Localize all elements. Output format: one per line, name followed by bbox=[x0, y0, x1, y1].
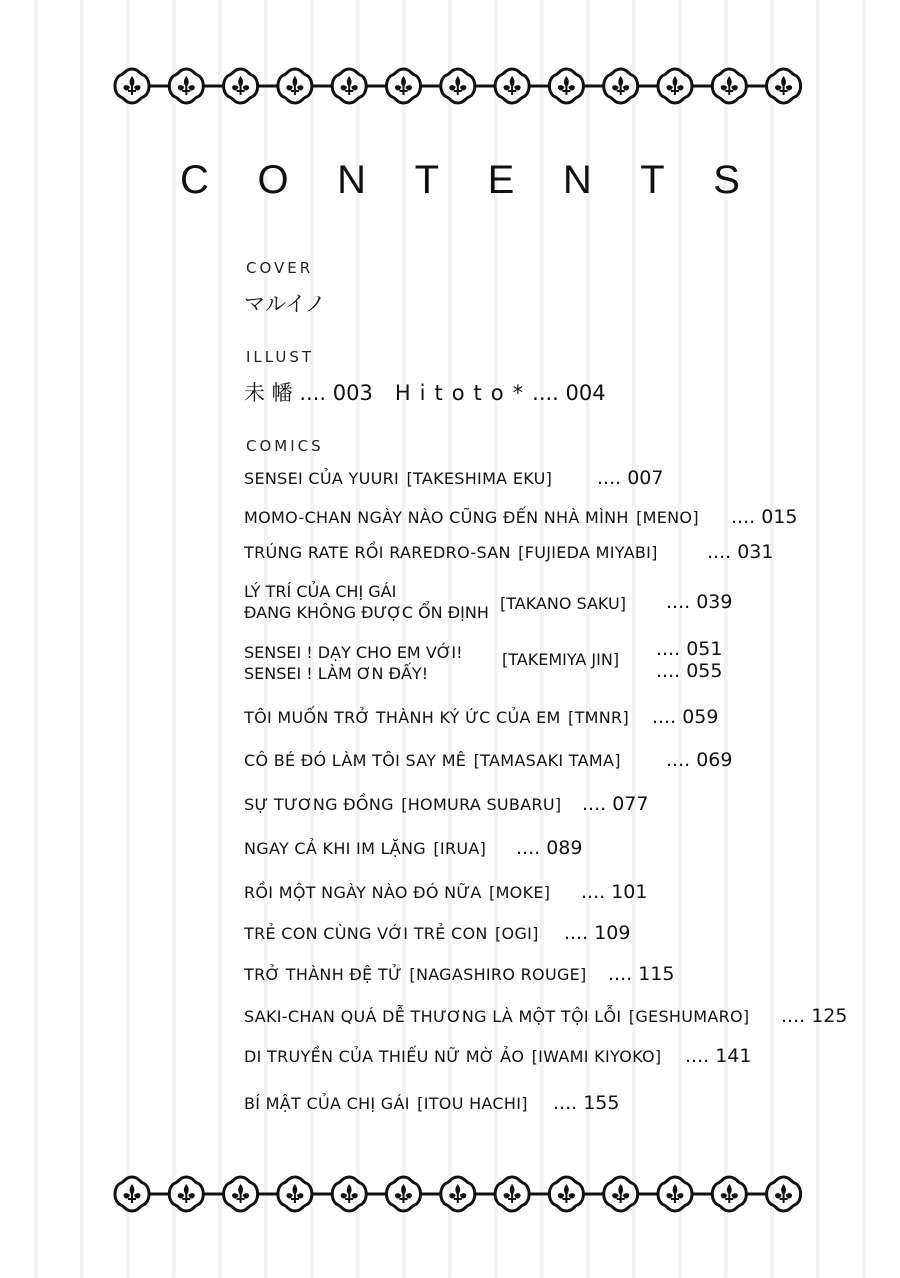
comic-title: MOMO-CHAN NGÀY NÀO CŨNG ĐẾN NHÀ MÌNH bbox=[244, 508, 629, 527]
comic-author: [MENO] bbox=[636, 508, 699, 527]
fleur-de-lis-icon bbox=[115, 1177, 149, 1211]
comic-title: SENSEI CỦA YUURI bbox=[244, 469, 400, 488]
title-letter: S bbox=[713, 158, 740, 202]
title-letter: C bbox=[180, 158, 209, 202]
ornament-connector bbox=[530, 1193, 548, 1196]
comic-title: NGAY CẢ KHI IM LẶNG bbox=[244, 839, 426, 858]
fleur-de-lis-icon bbox=[767, 69, 801, 103]
ornament-svg bbox=[108, 66, 810, 106]
comic-page: .... 115 bbox=[608, 963, 675, 985]
comic-entry bbox=[244, 469, 552, 488]
comic-author: [HOMURA SUBARU] bbox=[401, 795, 562, 814]
comic-title-line-1: SENSEI ! DẠY CHO EM VỚI! bbox=[244, 643, 463, 662]
fleur-de-lis-icon bbox=[169, 69, 203, 103]
ornament-connector bbox=[204, 1193, 222, 1196]
top-ornament-border bbox=[108, 66, 810, 106]
fleur-de-lis-icon bbox=[767, 1177, 801, 1211]
ornament-connector bbox=[747, 1193, 765, 1196]
ornament-connector bbox=[150, 1193, 168, 1196]
ornament-connector bbox=[367, 1193, 385, 1196]
ornament-connector bbox=[747, 85, 765, 88]
ornament-connector bbox=[530, 85, 548, 88]
comic-author: [TAMASAKI TAMA] bbox=[473, 751, 621, 770]
comic-author: [IWAMI KIYOKO] bbox=[531, 1047, 662, 1066]
fleur-de-lis-icon bbox=[549, 1177, 583, 1211]
ornament-connector bbox=[259, 1193, 277, 1196]
comic-entry bbox=[244, 508, 699, 527]
comic-entry bbox=[244, 751, 621, 770]
fleur-de-lis-icon bbox=[332, 1177, 366, 1211]
comic-author: [ITOU HACHI] bbox=[417, 1094, 528, 1113]
ornament-connector bbox=[313, 1193, 331, 1196]
illust-page-2: .... 004 bbox=[532, 381, 606, 405]
fleur-de-lis-icon bbox=[169, 1177, 203, 1211]
illust-line bbox=[244, 377, 606, 407]
page-title bbox=[180, 158, 740, 203]
comic-entry bbox=[244, 1094, 528, 1113]
comic-page: .... 089 bbox=[516, 837, 583, 859]
ornament-connector bbox=[584, 1193, 602, 1196]
ornament-connector bbox=[313, 85, 331, 88]
title-letter: T bbox=[414, 158, 440, 202]
comic-author: [FUJIEDA MIYABI] bbox=[518, 543, 658, 562]
ornament-connector bbox=[204, 85, 222, 88]
fleur-de-lis-icon bbox=[712, 69, 746, 103]
comic-title: SAKI-CHAN QUÁ DỄ THƯƠNG LÀ MỘT TỘI LỖI bbox=[244, 1007, 622, 1026]
fleur-de-lis-icon bbox=[441, 69, 475, 103]
cover-artist: マルイノ bbox=[244, 292, 326, 316]
illust-page-1: .... 003 bbox=[299, 381, 373, 405]
illust-artist-2: Hitoto* bbox=[394, 381, 533, 405]
title-letter: N bbox=[337, 158, 367, 202]
comic-author: [GESHUMARO] bbox=[628, 1007, 750, 1026]
comic-entry bbox=[244, 839, 486, 858]
fleur-de-lis-icon bbox=[604, 1177, 638, 1211]
fleur-de-lis-icon bbox=[604, 69, 638, 103]
cover-label: COVER bbox=[246, 259, 314, 277]
comic-page: .... 155 bbox=[553, 1092, 620, 1114]
title-letter: E bbox=[487, 158, 515, 202]
comic-entry bbox=[244, 708, 629, 727]
fleur-de-lis-icon bbox=[278, 69, 312, 103]
comic-title: BÍ MẬT CỦA CHỊ GÁI bbox=[244, 1094, 410, 1113]
comic-author: [MOKE] bbox=[489, 883, 551, 902]
fleur-de-lis-icon bbox=[387, 1177, 421, 1211]
comic-page: .... 141 bbox=[685, 1045, 752, 1067]
comic-entry bbox=[244, 795, 561, 814]
comic-entry bbox=[244, 1047, 661, 1066]
comic-page: .... 015 bbox=[731, 506, 798, 528]
fleur-de-lis-icon bbox=[224, 69, 258, 103]
comic-title: SỰ TƯƠNG ĐỒNG bbox=[244, 795, 394, 814]
comic-page: .... 055 bbox=[656, 660, 723, 682]
ornament-connector bbox=[476, 1193, 494, 1196]
comic-title: TRÚNG RATE RỒI RAREDRO-SAN bbox=[244, 543, 511, 562]
illust-artist-1: 未 幡 bbox=[244, 381, 293, 405]
ornament-connector bbox=[367, 85, 385, 88]
ornament-connector bbox=[693, 1193, 711, 1196]
comic-entry bbox=[244, 965, 587, 984]
ornament-connector bbox=[422, 1193, 440, 1196]
comic-author: [NAGASHIRO ROUGE] bbox=[409, 965, 587, 984]
title-letter: T bbox=[640, 158, 665, 202]
ornament-connector bbox=[639, 1193, 657, 1196]
comic-title: TRỞ THÀNH ĐỆ TỬ bbox=[244, 965, 403, 984]
fleur-de-lis-icon bbox=[387, 69, 421, 103]
fleur-de-lis-icon bbox=[278, 1177, 312, 1211]
fleur-de-lis-icon bbox=[115, 69, 149, 103]
title-letter: N bbox=[562, 158, 592, 202]
ornament-connector bbox=[584, 85, 602, 88]
comic-page: .... 077 bbox=[582, 793, 649, 815]
fleur-de-lis-icon bbox=[495, 69, 529, 103]
fleur-de-lis-icon bbox=[332, 69, 366, 103]
comic-title-line-2: ĐANG KHÔNG ĐƯỢC ỔN ĐỊNH bbox=[244, 603, 489, 622]
comic-page: .... 031 bbox=[707, 541, 774, 563]
comic-title: CÔ BÉ ĐÓ LÀM TÔI SAY MÊ bbox=[244, 751, 467, 770]
fleur-de-lis-icon bbox=[658, 1177, 692, 1211]
fleur-de-lis-icon bbox=[658, 69, 692, 103]
comic-author: [IRUA] bbox=[433, 839, 487, 858]
fleur-de-lis-icon bbox=[549, 69, 583, 103]
bottom-ornament-border bbox=[108, 1174, 810, 1214]
illust-label: ILLUST bbox=[246, 348, 315, 366]
comic-page: .... 101 bbox=[581, 881, 648, 903]
comic-entry bbox=[244, 543, 658, 562]
comic-entry bbox=[244, 1007, 749, 1026]
comic-entry bbox=[244, 924, 539, 943]
comic-page: .... 069 bbox=[666, 749, 733, 771]
comic-title: TÔI MUỐN TRỞ THÀNH KÝ ỨC CỦA EM bbox=[244, 708, 561, 727]
comic-page: .... 109 bbox=[564, 922, 631, 944]
fleur-de-lis-icon bbox=[441, 1177, 475, 1211]
comic-title: DI TRUYỀN CỦA THIẾU NỮ MỜ ẢO bbox=[244, 1047, 525, 1066]
comics-label: COMICS bbox=[246, 437, 324, 455]
comic-title: TRẺ CON CÙNG VỚI TRẺ CON bbox=[244, 924, 488, 943]
comic-page: .... 125 bbox=[781, 1005, 848, 1027]
ornament-connector bbox=[422, 85, 440, 88]
title-letter: O bbox=[257, 158, 289, 202]
fleur-de-lis-icon bbox=[495, 1177, 529, 1211]
comic-title: RỒI MỘT NGÀY NÀO ĐÓ NỮA bbox=[244, 883, 482, 902]
comic-author: [TAKANO SAKU] bbox=[500, 594, 626, 613]
comic-title-line-1: LÝ TRÍ CỦA CHỊ GÁI bbox=[244, 582, 397, 601]
ornament-connector bbox=[150, 85, 168, 88]
fleur-de-lis-icon bbox=[224, 1177, 258, 1211]
comic-author: [TAKEMIYA JIN] bbox=[502, 650, 620, 669]
ornament-connector bbox=[259, 85, 277, 88]
comic-page: .... 039 bbox=[666, 591, 733, 613]
comic-page: .... 051 bbox=[656, 638, 723, 660]
comic-page: .... 007 bbox=[597, 467, 664, 489]
comic-page: .... 059 bbox=[652, 706, 719, 728]
comic-author: [TAKESHIMA EKU] bbox=[406, 469, 553, 488]
ornament-svg bbox=[108, 1174, 810, 1214]
ornament-connector bbox=[693, 85, 711, 88]
ornament-connector bbox=[476, 85, 494, 88]
comic-author: [TMNR] bbox=[568, 708, 629, 727]
fleur-de-lis-icon bbox=[712, 1177, 746, 1211]
comic-entry bbox=[244, 883, 550, 902]
ornament-connector bbox=[639, 85, 657, 88]
comic-author: [OGI] bbox=[495, 924, 539, 943]
comic-title-line-2: SENSEI ! LÀM ƠN ĐẤY! bbox=[244, 664, 429, 683]
